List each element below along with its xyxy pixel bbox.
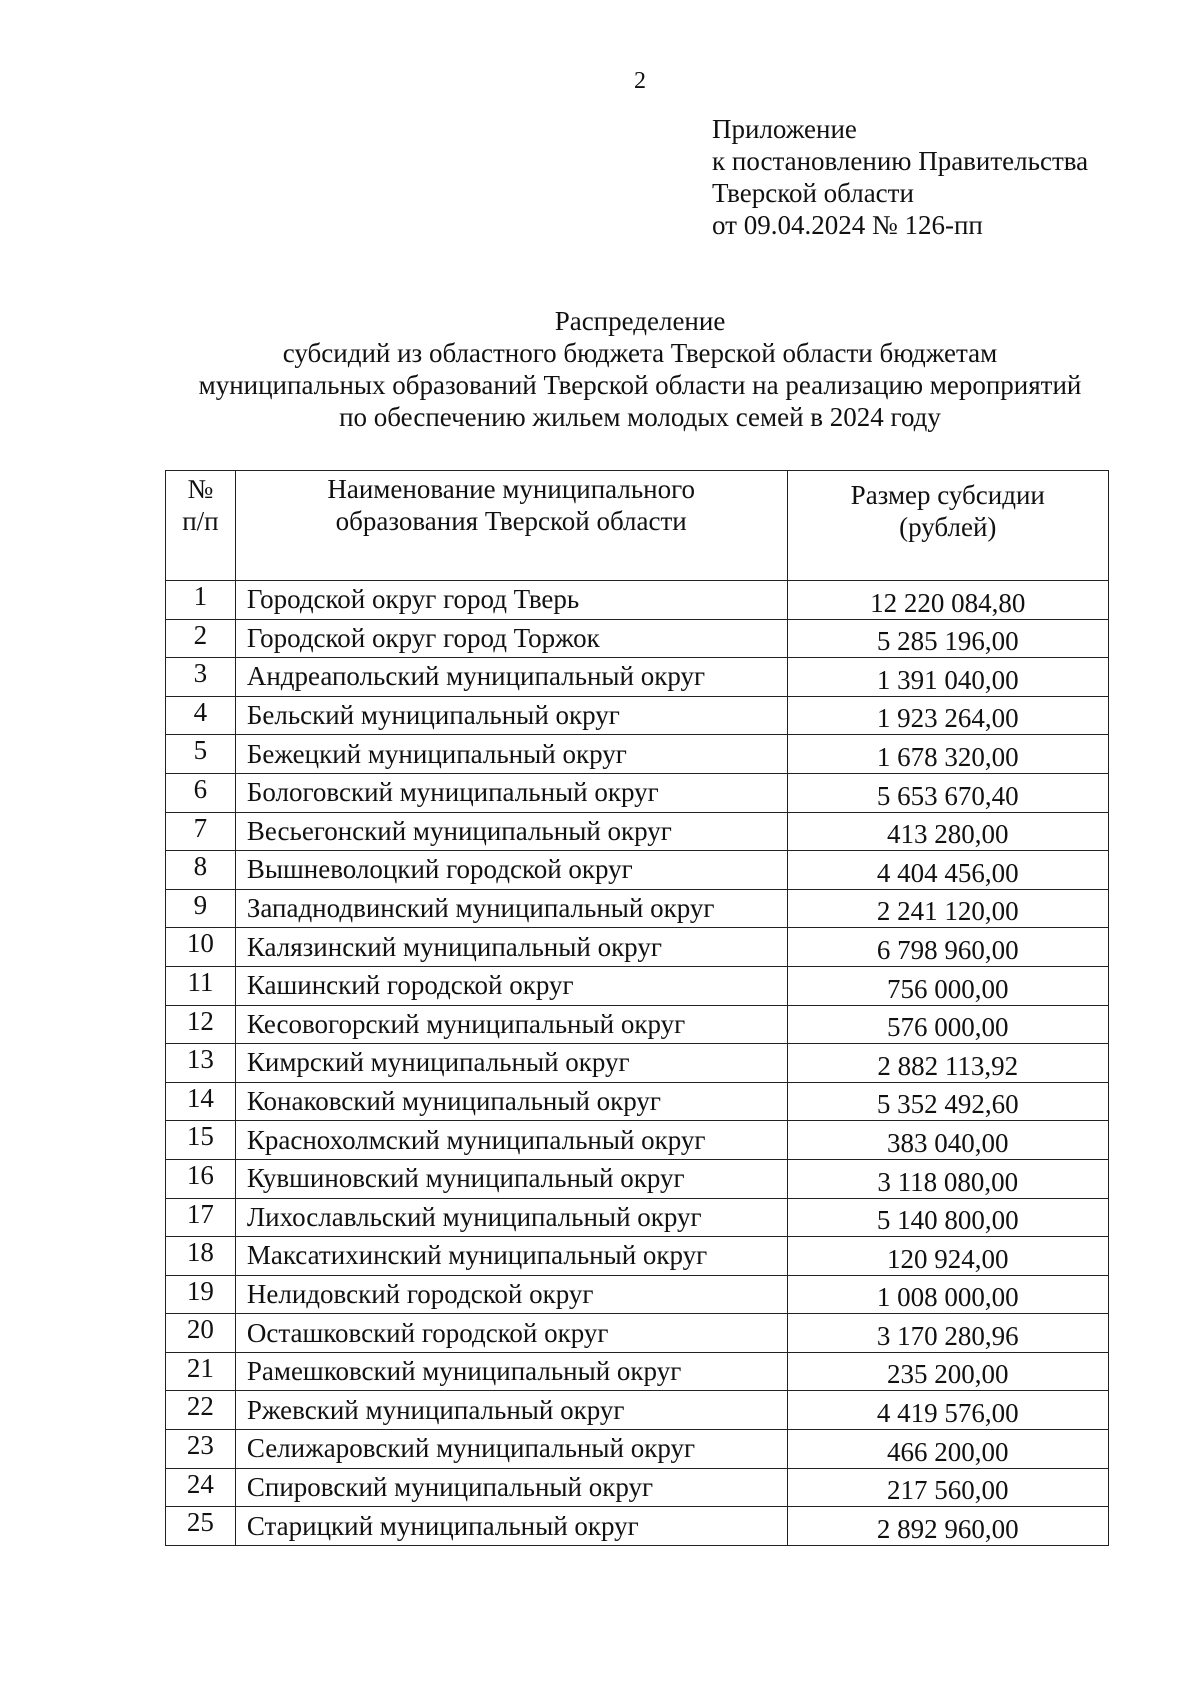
- table-row: [166, 1237, 1109, 1276]
- subsidy-amount: 1 923 264,00: [787, 696, 1108, 735]
- subsidy-amount: 5 140 800,00: [787, 1198, 1108, 1237]
- table-row: [166, 928, 1109, 967]
- table-row: [166, 1121, 1109, 1160]
- municipality-name: Бежецкий муниципальный округ: [235, 735, 787, 774]
- subsidy-amount: 4 419 576,00: [787, 1391, 1108, 1430]
- municipality-name: Старицкий муниципальный округ: [235, 1507, 787, 1546]
- municipality-name: Андреапольский муниципальный округ: [235, 658, 787, 697]
- row-number: 11: [166, 966, 236, 1005]
- header-number-line-2: п/п: [182, 506, 219, 536]
- subsidy-amount: 413 280,00: [787, 812, 1108, 851]
- row-number: 3: [166, 658, 236, 697]
- table-row: [166, 1198, 1109, 1237]
- row-number: 4: [166, 696, 236, 735]
- subsidy-amount: 383 040,00: [787, 1121, 1108, 1160]
- row-number: 20: [166, 1314, 236, 1353]
- title-line-4: по обеспечению жильем молодых семей в 2024 году: [339, 402, 941, 432]
- table-row: [166, 1430, 1109, 1469]
- table-row: [166, 1044, 1109, 1083]
- header-amount-line-2: (рублей): [899, 512, 997, 542]
- municipality-name: Осташковский городской округ: [235, 1314, 787, 1353]
- row-number: 25: [166, 1507, 236, 1546]
- table-row: [166, 1507, 1109, 1546]
- municipality-name: Кесовогорский муниципальный округ: [235, 1005, 787, 1044]
- table-row: [166, 735, 1109, 774]
- header-amount-line-1: Размер субсидии: [850, 480, 1045, 510]
- municipality-name: Западнодвинский муниципальный округ: [235, 889, 787, 928]
- appendix-line-3: Тверской области: [712, 178, 914, 208]
- appendix-line-1: Приложение: [712, 114, 857, 144]
- header-number-line-1: №: [187, 474, 214, 504]
- subsidy-amount: 2 882 113,92: [787, 1044, 1108, 1083]
- municipality-name: Нелидовский городской округ: [235, 1275, 787, 1314]
- subsidy-amount: 235 200,00: [787, 1352, 1108, 1391]
- municipality-name: Калязинский муниципальный округ: [235, 928, 787, 967]
- row-number: 17: [166, 1198, 236, 1237]
- subsidy-amount: 2 892 960,00: [787, 1507, 1108, 1546]
- row-number: 15: [166, 1121, 236, 1160]
- row-number: 16: [166, 1159, 236, 1198]
- municipality-name: Кашинский городской округ: [235, 966, 787, 1005]
- title-line-3: муниципальных образований Тверской области на реализацию мероприятий: [198, 370, 1082, 400]
- subsidy-amount: 576 000,00: [787, 1005, 1108, 1044]
- table-row: [166, 658, 1109, 697]
- row-number: 14: [166, 1082, 236, 1121]
- subsidy-amount: 1 678 320,00: [787, 735, 1108, 774]
- table-row: [166, 696, 1109, 735]
- header-name: [235, 471, 787, 581]
- appendix-line-4: от 09.04.2024 № 126-пп: [712, 210, 983, 240]
- municipality-name: Спировский муниципальный округ: [235, 1468, 787, 1507]
- row-number: 1: [166, 581, 236, 620]
- header-number: [166, 471, 236, 581]
- subsidy-amount: 2 241 120,00: [787, 889, 1108, 928]
- appendix-line-2: к постановлению Правительства: [712, 146, 1089, 176]
- row-number: 22: [166, 1391, 236, 1430]
- table-row: [166, 1082, 1109, 1121]
- municipality-name: Краснохолмский муниципальный округ: [235, 1121, 787, 1160]
- table-row: [166, 619, 1109, 658]
- row-number: 21: [166, 1352, 236, 1391]
- table-row: [166, 889, 1109, 928]
- subsidy-amount: 5 285 196,00: [787, 619, 1108, 658]
- appendix-block: [712, 113, 1088, 241]
- table-row: [166, 1352, 1109, 1391]
- page-number: 2: [634, 68, 646, 94]
- header-amount: [787, 471, 1108, 581]
- municipality-name: Бологовский муниципальный округ: [235, 773, 787, 812]
- municipality-name: Кувшиновский муниципальный округ: [235, 1159, 787, 1198]
- municipality-name: Кимрский муниципальный округ: [235, 1044, 787, 1083]
- row-number: 13: [166, 1044, 236, 1083]
- row-number: 18: [166, 1237, 236, 1276]
- table-row: [166, 1314, 1109, 1353]
- document-title: [150, 305, 1130, 433]
- municipality-name: Бельский муниципальный округ: [235, 696, 787, 735]
- subsidy-amount: 4 404 456,00: [787, 851, 1108, 890]
- municipality-name: Городской округ город Тверь: [235, 581, 787, 620]
- table-row: [166, 1391, 1109, 1430]
- table-row: [166, 773, 1109, 812]
- table-header-row: [166, 471, 1109, 581]
- subsidy-amount: 1 391 040,00: [787, 658, 1108, 697]
- municipality-name: Городской округ город Торжок: [235, 619, 787, 658]
- table-row: [166, 1468, 1109, 1507]
- subsidy-amount: 756 000,00: [787, 966, 1108, 1005]
- table-row: [166, 1159, 1109, 1198]
- row-number: 8: [166, 851, 236, 890]
- municipality-name: Рамешковский муниципальный округ: [235, 1352, 787, 1391]
- table-row: [166, 581, 1109, 620]
- table-row: [166, 851, 1109, 890]
- title-line-1: Распределение: [554, 306, 726, 336]
- header-name-line-2: образования Тверской области: [335, 506, 687, 536]
- subsidy-amount: 3 170 280,96: [787, 1314, 1108, 1353]
- row-number: 23: [166, 1430, 236, 1469]
- municipality-name: Лихославльский муниципальный округ: [235, 1198, 787, 1237]
- table-row: [166, 1275, 1109, 1314]
- municipality-name: Конаковский муниципальный округ: [235, 1082, 787, 1121]
- subsidy-amount: 120 924,00: [787, 1237, 1108, 1276]
- row-number: 24: [166, 1468, 236, 1507]
- row-number: 12: [166, 1005, 236, 1044]
- subsidy-amount: 3 118 080,00: [787, 1159, 1108, 1198]
- row-number: 5: [166, 735, 236, 774]
- subsidy-amount: 466 200,00: [787, 1430, 1108, 1469]
- row-number: 10: [166, 928, 236, 967]
- table-body: [166, 581, 1109, 1546]
- subsidy-table: [165, 470, 1109, 1546]
- row-number: 2: [166, 619, 236, 658]
- municipality-name: Максатихинский муниципальный округ: [235, 1237, 787, 1276]
- subsidy-amount: 6 798 960,00: [787, 928, 1108, 967]
- title-line-2: субсидий из областного бюджета Тверской области бюджетам: [282, 338, 998, 368]
- municipality-name: Вышневолоцкий городской округ: [235, 851, 787, 890]
- subsidy-amount: 1 008 000,00: [787, 1275, 1108, 1314]
- subsidy-amount: 5 653 670,40: [787, 773, 1108, 812]
- table-row: [166, 966, 1109, 1005]
- subsidy-amount: 12 220 084,80: [787, 581, 1108, 620]
- table-row: [166, 812, 1109, 851]
- subsidy-amount: 5 352 492,60: [787, 1082, 1108, 1121]
- row-number: 6: [166, 773, 236, 812]
- municipality-name: Ржевский муниципальный округ: [235, 1391, 787, 1430]
- municipality-name: Селижаровский муниципальный округ: [235, 1430, 787, 1469]
- municipality-name: Весьегонский муниципальный округ: [235, 812, 787, 851]
- row-number: 19: [166, 1275, 236, 1314]
- row-number: 9: [166, 889, 236, 928]
- row-number: 7: [166, 812, 236, 851]
- table-row: [166, 1005, 1109, 1044]
- header-name-line-1: Наименование муниципального: [327, 474, 696, 504]
- subsidy-amount: 217 560,00: [787, 1468, 1108, 1507]
